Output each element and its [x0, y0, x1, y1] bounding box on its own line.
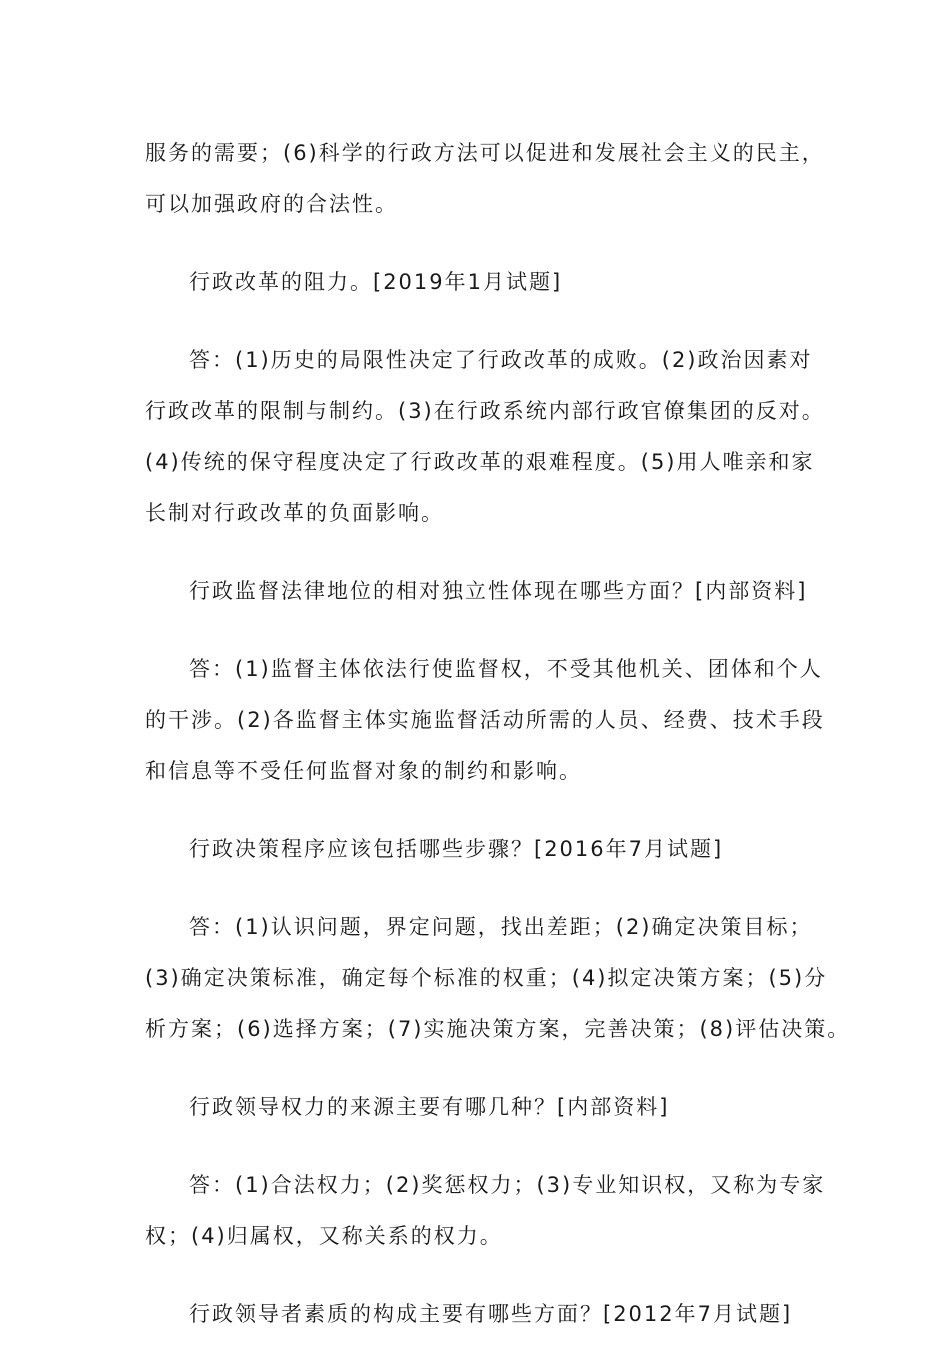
question-heading	[145, 566, 825, 617]
text-line: 长制对行政改革的负面影响。	[145, 501, 444, 525]
question-heading	[145, 1082, 825, 1133]
text-line: 答：(1)历史的局限性决定了行政改革的成败。(2)政治因素对	[189, 348, 813, 372]
text-line: 答：(1)认识问题，界定问题，找出差距；(2)确定决策目标；	[189, 915, 813, 939]
answer-paragraph	[145, 902, 851, 1055]
answer-paragraph	[145, 335, 825, 539]
text-line: 答：(1)监督主体依法行使监督权，不受其他机关、团体和个人	[189, 657, 823, 681]
text-line: 的干涉。(2)各监督主体实施监督活动所需的人员、经费、技术手段	[145, 708, 825, 732]
paragraph-continuation	[145, 128, 825, 230]
text-line: 行政领导者素质的构成主要有哪些方面？[2012年7月试题]	[189, 1302, 793, 1326]
text-line: 行政领导权力的来源主要有哪几种？[内部资料]	[189, 1095, 670, 1119]
text-line: 行政改革的限制与制约。(3)在行政系统内部行政官僚集团的反对。	[145, 399, 825, 423]
text-line: 行政决策程序应该包括哪些步骤？[2016年7月试题]	[189, 837, 724, 861]
document-body	[145, 128, 851, 1367]
text-line: 权；(4)归属权，又称关系的权力。	[145, 1224, 503, 1248]
answer-paragraph	[145, 644, 825, 797]
text-line: 可以加强政府的合法性。	[145, 192, 398, 216]
text-line: 析方案；(6)选择方案；(7)实施决策方案，完善决策；(8)评估决策。	[145, 1017, 851, 1041]
question-heading	[145, 1289, 825, 1340]
text-line: (4)传统的保守程度决定了行政改革的艰难程度。(5)用人唯亲和家	[145, 450, 815, 474]
question-heading	[145, 824, 825, 875]
answer-paragraph	[145, 1160, 825, 1262]
text-line: (3)确定决策标准，确定每个标准的权重；(4)拟定决策方案；(5)分	[145, 966, 828, 990]
text-line: 答：(1)合法权力；(2)奖惩权力；(3)专业知识权，又称为专家	[189, 1173, 826, 1197]
text-line: 服务的需要；(6)科学的行政方法可以促进和发展社会主义的民主，	[145, 141, 825, 165]
text-line: 行政改革的阻力。[2019年1月试题]	[189, 270, 563, 294]
question-heading	[145, 257, 825, 308]
text-line: 和信息等不受任何监督对象的制约和影响。	[145, 759, 582, 783]
text-line: 行政监督法律地位的相对独立性体现在哪些方面？[内部资料]	[189, 579, 808, 603]
